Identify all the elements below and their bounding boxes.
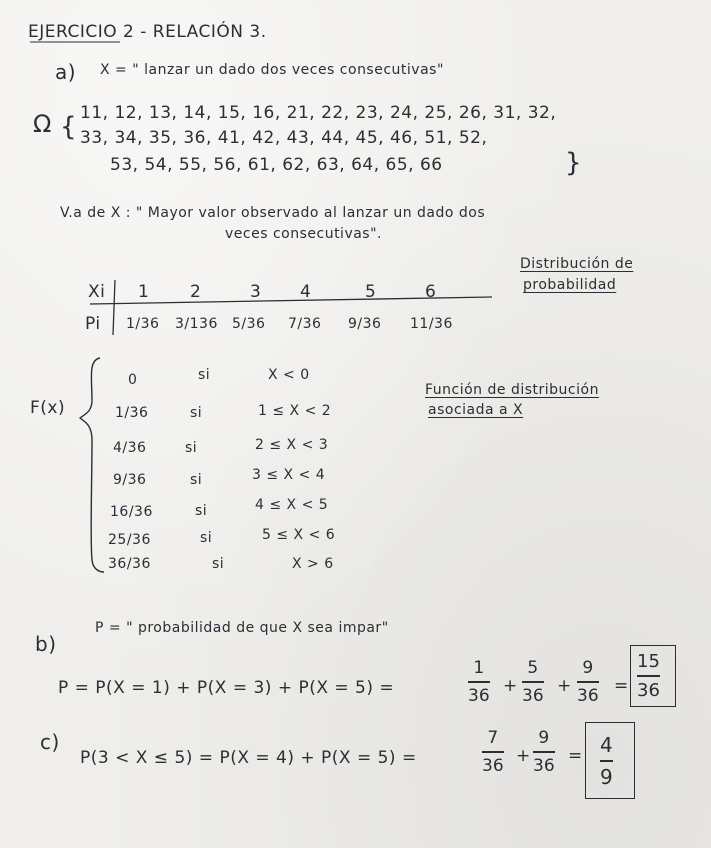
omega-line-2: 33, 34, 35, 36, 41, 42, 43, 44, 45, 46, 51, 52, — [80, 128, 488, 148]
part-a-label: a) — [55, 60, 77, 84]
fraction-numerator: 9 — [582, 658, 594, 678]
omega-brace-open: { — [60, 112, 78, 142]
fx-label: F(x) — [30, 398, 66, 418]
table-horizontal-line — [90, 297, 492, 304]
p-definition: P = " probabilidad de que X sea impar" — [95, 620, 389, 636]
fraction-numerator: 15 — [637, 651, 660, 672]
fraction-numerator: 5 — [527, 658, 539, 678]
plus-sign: + — [516, 746, 531, 766]
fraction-numerator: 7 — [487, 728, 499, 748]
fx-row-condition: 5 ≤ X < 6 — [262, 527, 336, 543]
plus-sign: + — [503, 676, 518, 696]
fx-row-value: 0 — [128, 372, 138, 388]
fx-row-si: si — [212, 556, 225, 572]
pi-value: 1/36 — [126, 316, 160, 332]
fx-row-si: si — [190, 472, 203, 488]
part-c-label: c) — [40, 730, 60, 754]
fraction-numerator: 1 — [473, 658, 485, 678]
fraction-numerator: 4 — [600, 733, 613, 757]
fx-row-condition: X < 0 — [268, 367, 310, 383]
xi-header: Xi — [88, 282, 106, 302]
fx-brace — [80, 358, 104, 572]
xi-value: 1 — [138, 282, 150, 302]
fx-row-condition: 2 ≤ X < 3 — [255, 437, 329, 453]
xi-value: 2 — [190, 282, 202, 302]
pi-header: Pi — [85, 314, 101, 334]
fraction-numerator: 9 — [538, 728, 550, 748]
exercise-heading: EJERCICIO 2 - RELACIÓN 3. — [28, 22, 267, 42]
equals-sign: = — [614, 676, 629, 696]
pi-value: 7/36 — [288, 316, 322, 332]
table-vertical-line — [113, 280, 115, 335]
omega-line-3: 53, 54, 55, 56, 61, 62, 63, 64, 65, 66 — [110, 155, 443, 175]
fraction-denominator: 36 — [522, 685, 544, 706]
va-definition-line-1: V.a de X : " Mayor valor observado al lanzar un dado dos — [60, 205, 486, 221]
part-b-label: b) — [35, 632, 57, 656]
fx-row-condition: 1 ≤ X < 2 — [258, 403, 332, 419]
function-label-1: Función de distribución — [425, 382, 599, 398]
fx-row-si: si — [195, 503, 208, 519]
omega-brace-close: } — [565, 148, 583, 178]
fraction-denominator: 36 — [468, 685, 490, 706]
fx-row-value: 25/36 — [108, 532, 151, 548]
pi-value: 3/136 — [175, 316, 218, 332]
x-definition: X = " lanzar un dado dos veces consecutivas" — [100, 62, 444, 78]
distribution-label-1: Distribución de — [520, 256, 634, 272]
pi-value: 11/36 — [410, 316, 453, 332]
fx-row-value: 36/36 — [108, 556, 151, 572]
part-c-expression: P(3 < X ≤ 5) = P(X = 4) + P(X = 5) = — [80, 748, 417, 768]
omega-symbol: Ω — [33, 110, 52, 138]
fx-row-value: 4/36 — [113, 440, 147, 456]
fx-row-condition: 3 ≤ X < 4 — [252, 467, 326, 483]
fx-row-condition: X > 6 — [292, 556, 334, 572]
fx-row-si: si — [200, 530, 213, 546]
xi-value: 6 — [425, 282, 437, 302]
fraction-denominator: 36 — [482, 755, 504, 776]
va-definition-line-2: veces consecutivas". — [225, 226, 382, 242]
part-b-expression: P = P(X = 1) + P(X = 3) + P(X = 5) = — [58, 678, 395, 698]
fraction-denominator: 9 — [600, 764, 613, 789]
omega-line-1: 11, 12, 13, 14, 15, 16, 21, 22, 23, 24, 25, 26, 31, 32, — [80, 103, 557, 123]
xi-value: 3 — [250, 282, 262, 302]
pi-value: 9/36 — [348, 316, 382, 332]
fx-row-value: 1/36 — [115, 405, 149, 421]
fx-row-si: si — [190, 405, 203, 421]
pi-value: 5/36 — [232, 316, 266, 332]
fx-row-si: si — [198, 367, 211, 383]
fx-row-condition: 4 ≤ X < 5 — [255, 497, 329, 513]
fraction-denominator: 36 — [577, 685, 599, 706]
fx-row-si: si — [185, 440, 198, 456]
xi-value: 4 — [300, 282, 312, 302]
equals-sign: = — [568, 746, 583, 766]
xi-value: 5 — [365, 282, 377, 302]
fx-row-value: 9/36 — [113, 472, 147, 488]
fraction-denominator: 36 — [637, 679, 660, 701]
function-label-2: asociada a X — [428, 402, 524, 418]
plus-sign: + — [557, 676, 572, 696]
distribution-label-2: probabilidad — [523, 277, 617, 293]
fraction-denominator: 36 — [533, 755, 555, 776]
fx-row-value: 16/36 — [110, 504, 153, 520]
